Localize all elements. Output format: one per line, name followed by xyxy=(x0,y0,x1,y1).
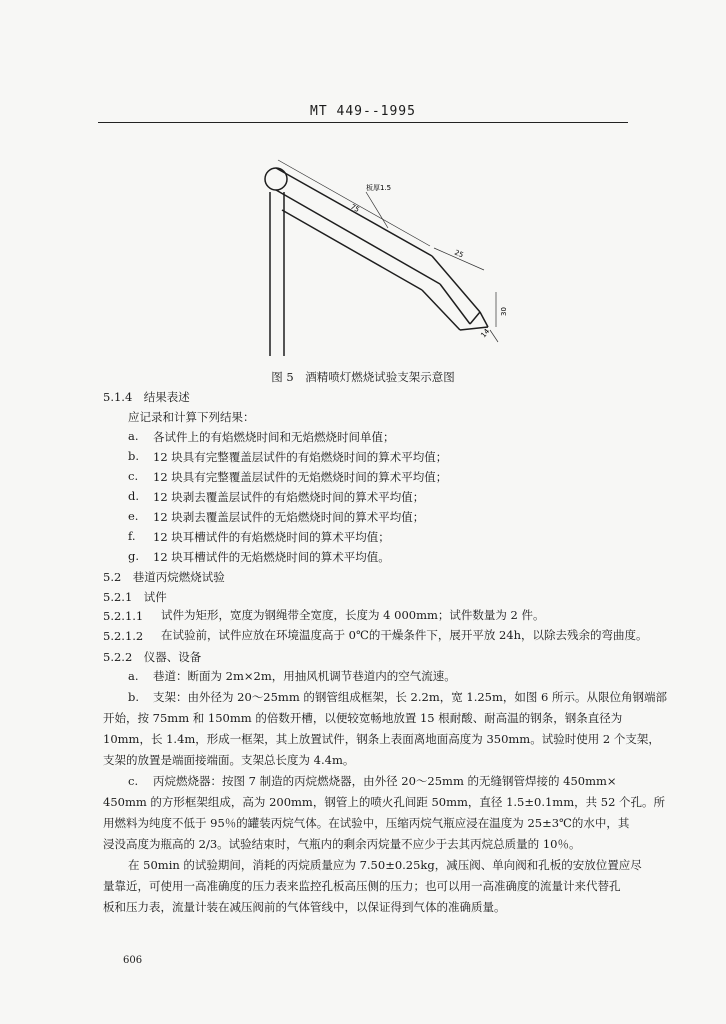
para-tunnel: 巷道：断面为 2m×2m，用抽风机调节巷道内的空气流速。 xyxy=(153,669,456,683)
para-line: 用燃料为纯度不低于 95％的罐装丙烷气体。在试验中，压缩丙烷气瓶应浸在温度为 25±3℃的水中，其 xyxy=(103,816,630,830)
list-item: 12 块剥去覆盖层试件的有焰燃烧时间的算术平均值； xyxy=(153,490,425,504)
para-line: 支架的放置是端面接端面。支架总长度为 4.4m。 xyxy=(103,753,355,767)
tube-end xyxy=(265,168,287,190)
para-line: 板和压力表，流量计装在减压阀前的气体管线中，以保证得到气体的准确质量。 xyxy=(103,900,506,914)
list-marker: e. xyxy=(128,509,139,523)
para-line: 10mm，长 1.4m，形成一框架，其上放置试件，钢条上表面离地面高度为 350mm。试验时使用 2 个支架， xyxy=(103,732,660,746)
section-heading-5-2-1: 5.2.1 试件 xyxy=(103,590,167,604)
list-marker: f. xyxy=(128,529,136,543)
list-marker: b. xyxy=(128,690,140,704)
foot-edge xyxy=(480,312,488,327)
label-dim-25: 25 xyxy=(453,248,465,260)
list-item: 12 块耳槽试件的有焰燃烧时间的算术平均值； xyxy=(153,530,390,544)
list-item: 12 块剥去覆盖层试件的无焰燃烧时间的算术平均值； xyxy=(153,510,425,524)
para-line: 450mm 的方形框架组成，高为 200mm，钢管上的喷火孔间距 50mm，直径 1.5±0.1mm，共 52 个孔。所 xyxy=(103,795,666,809)
list-marker: c. xyxy=(128,774,139,788)
para-5-2-1-1: 试件为矩形，宽度为钢绳带全宽度，长度为 4 000mm；试件数量为 2 件。 xyxy=(161,608,545,622)
section-heading-5-2-2: 5.2.2 仪器、设备 xyxy=(103,650,202,664)
figure-caption: 图 5 酒精喷灯燃烧试验支架示意图 xyxy=(271,370,455,384)
para-line: 在 50min 的试验期间，消耗的丙烷质量应为 7.50±0.25kg，减压阀、单向阀和孔板的安放位置应尽 xyxy=(128,858,642,872)
section-heading-5-2: 5.2 巷道丙烷燃烧试验 xyxy=(103,570,225,584)
arm-edge-1 xyxy=(276,190,440,284)
standard-code: MT 449--1995 xyxy=(310,104,416,119)
figure-5-diagram xyxy=(262,152,514,362)
list-marker: g. xyxy=(128,549,140,563)
header-rule xyxy=(98,122,628,123)
list-marker: d. xyxy=(128,489,140,503)
foot-inner xyxy=(470,312,480,324)
para-line: 丙烷燃烧器：按图 7 制造的丙烷燃烧器，由外径 20～25mm 的无缝钢管焊接的 450mm× xyxy=(153,774,617,788)
list-item: 12 块具有完整覆盖层试件的有焰燃烧时间的算术平均值； xyxy=(153,450,448,464)
label-plate-thickness: 板厚1.5 xyxy=(366,184,392,192)
section-heading-5-2-1-1: 5.2.1.1 xyxy=(103,609,144,623)
arm-edge-2 xyxy=(282,210,422,290)
list-marker: a. xyxy=(128,429,139,443)
plate-leader xyxy=(366,192,388,228)
page-number: 606 xyxy=(123,955,143,966)
para-line: 量靠近，可使用一高准确度的压力表来监控孔板高压侧的压力；也可以用一高准确度的流量计来代替孔 xyxy=(103,879,621,893)
list-item: 12 块耳槽试件的无焰燃烧时间的算术平均值。 xyxy=(153,550,390,564)
dim-line-14 xyxy=(490,330,498,342)
section-heading-5-1-4: 5.1.4 结果表述 xyxy=(103,390,190,404)
label-dim-75: 75 xyxy=(349,202,361,215)
list-item: 各试件上的有焰燃烧时间和无焰燃烧时间单值； xyxy=(153,430,395,444)
para-line: 浸没高度为瓶高的 2/3。试验结束时，气瓶内的剩余丙烷量不应少于去其丙烷总质量的 10％。 xyxy=(103,837,581,851)
results-intro: 应记录和计算下列结果： xyxy=(128,410,255,424)
list-marker: c. xyxy=(128,469,139,483)
bend-edge-2 xyxy=(422,290,460,330)
section-heading-5-2-1-2: 5.2.1.2 xyxy=(103,629,144,643)
para-line: 支架：由外径为 20～25mm 的钢管组成框架，长 2.2m，宽 1.25m，如图 6 所示。从限位角钢端部 xyxy=(153,690,668,704)
label-dim-14: 14 xyxy=(479,327,492,340)
label-dim-30: 30 xyxy=(500,307,508,316)
para-5-2-1-2: 在试验前，试件应放在环境温度高于 0℃的干燥条件下，展开平放 24h，以除去残余的弯曲度。 xyxy=(161,628,648,642)
list-marker: b. xyxy=(128,449,140,463)
list-marker: a. xyxy=(128,669,139,683)
list-item: 12 块具有完整覆盖层试件的无焰燃烧时间的算术平均值； xyxy=(153,470,448,484)
bend-edge-1 xyxy=(440,284,470,324)
para-line: 开始，按 75mm 和 150mm 的倍数开槽，以便较宽畅地放置 15 根耐酸、耐高温的钢条，钢条直径为 xyxy=(103,711,623,725)
